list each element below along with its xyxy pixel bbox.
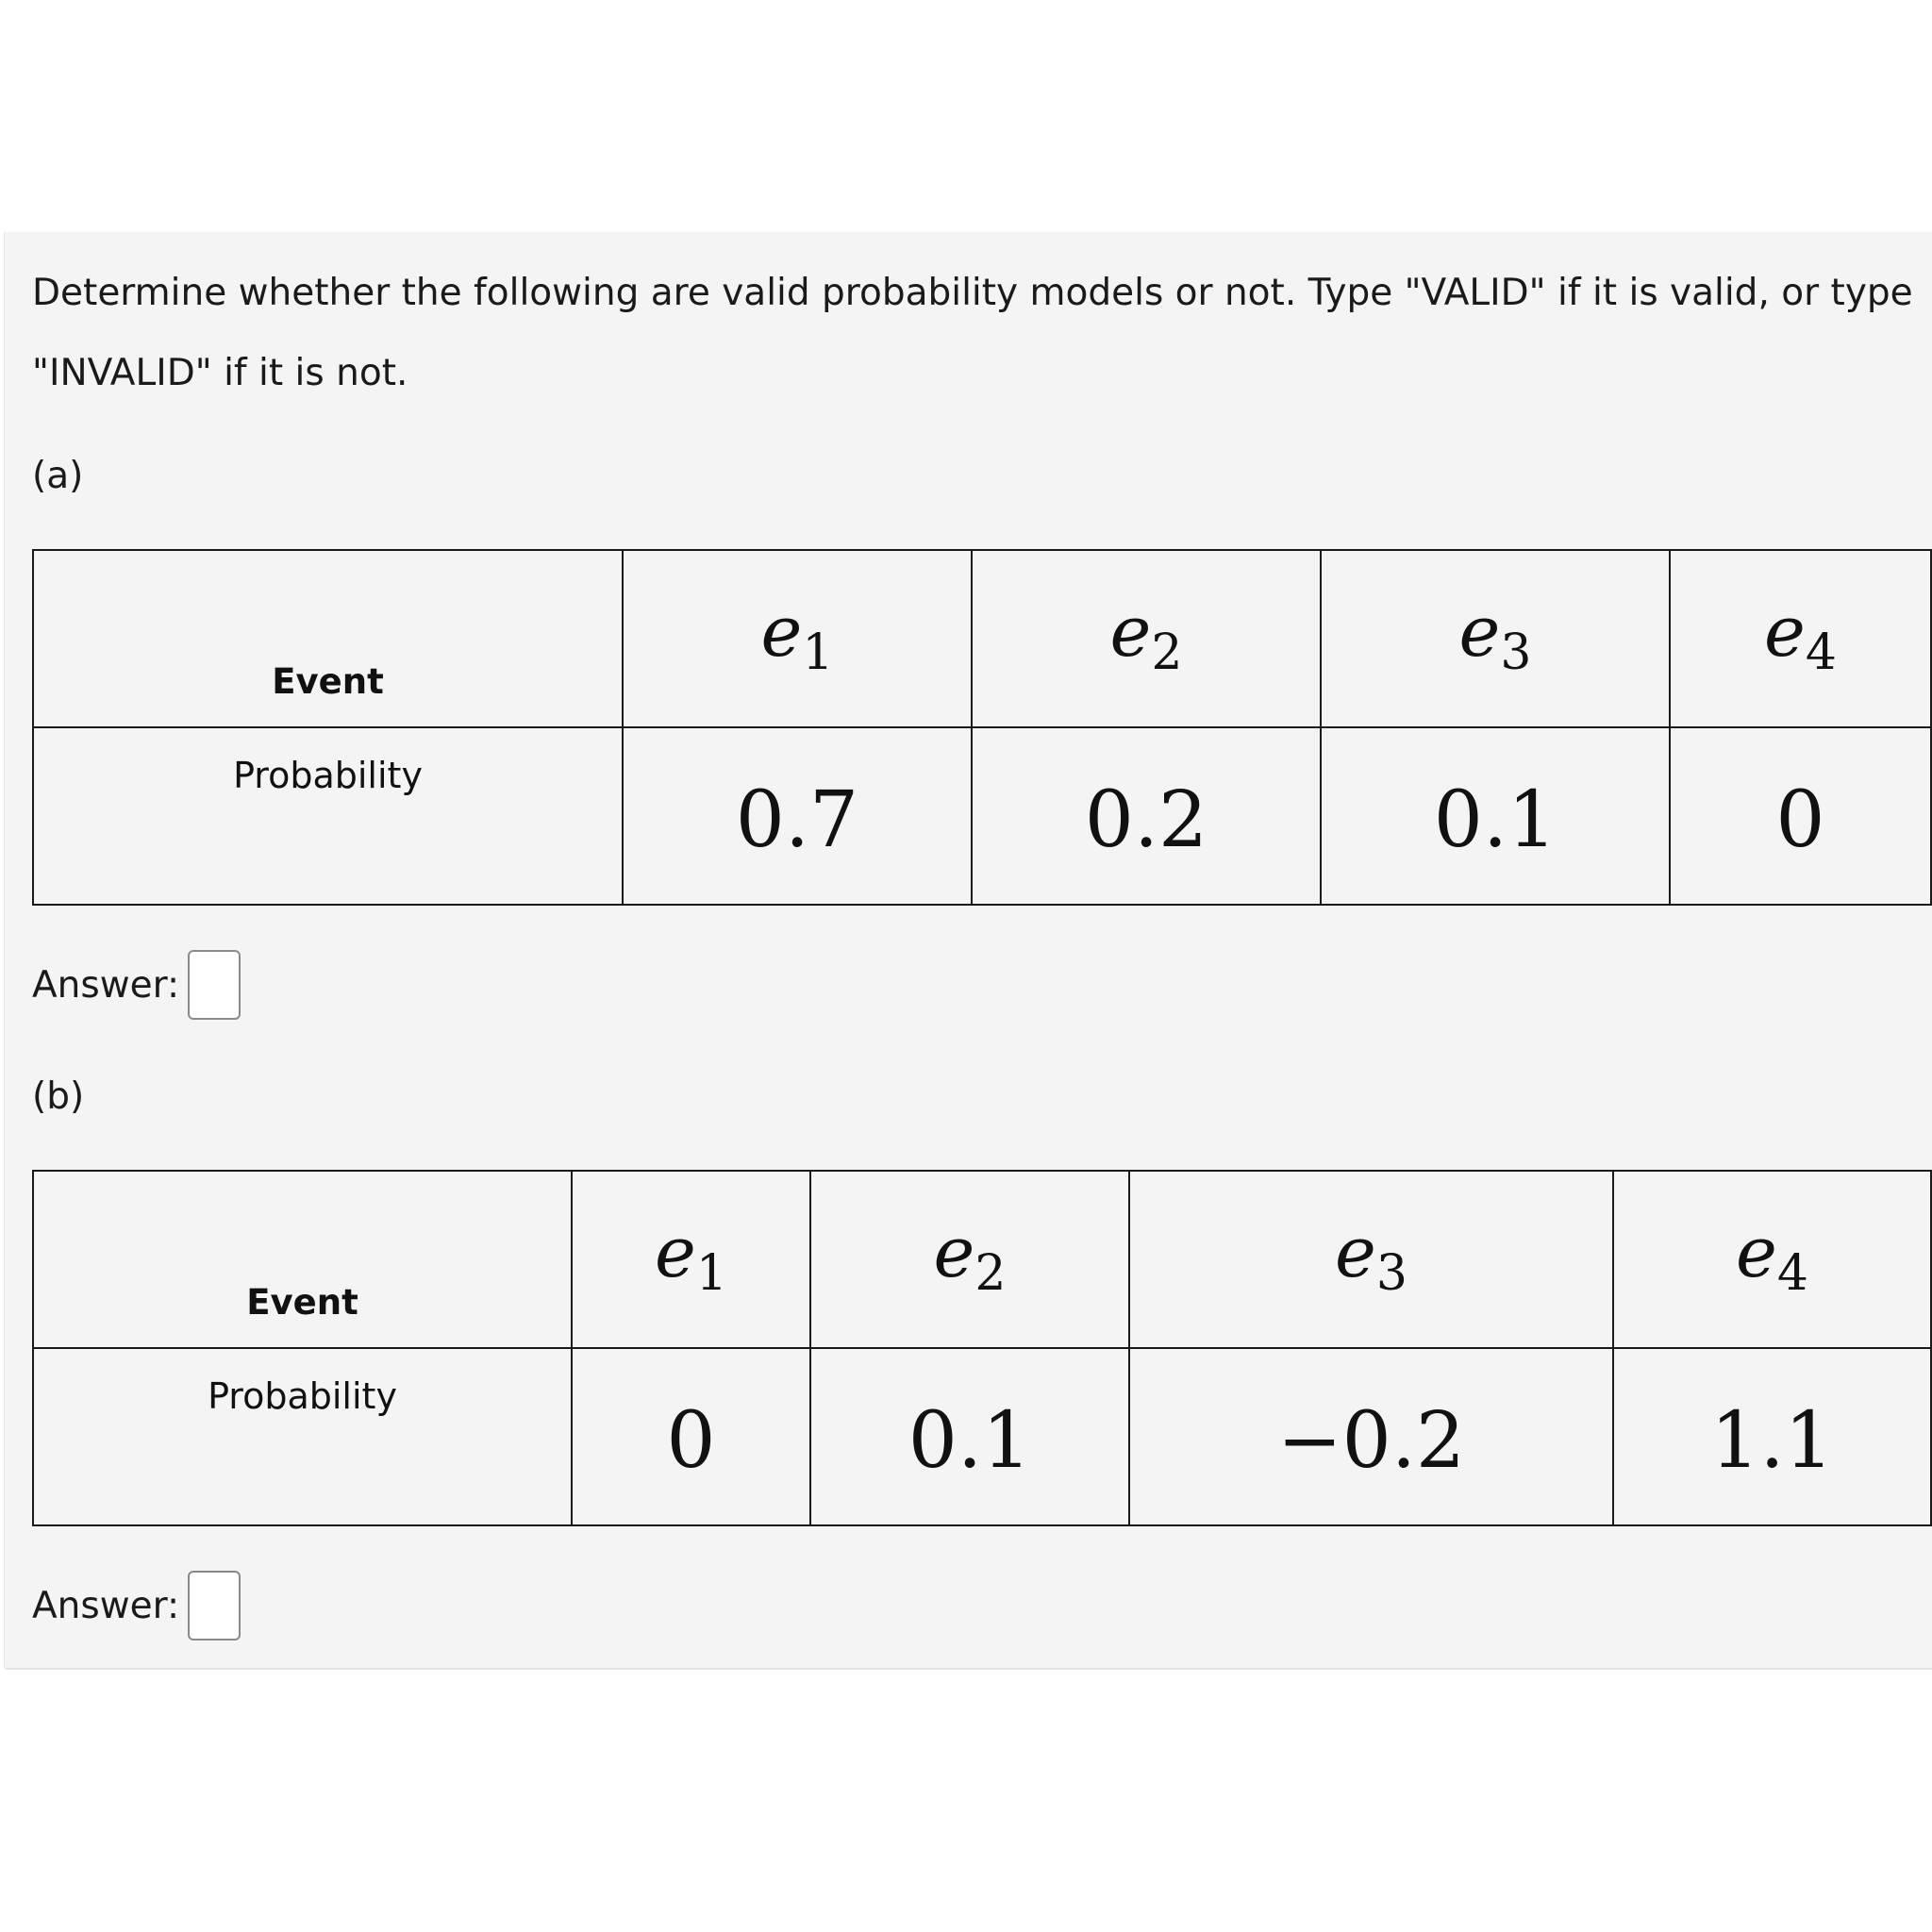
probability-cell: −0.2 [1129, 1348, 1613, 1525]
event-cell: e2 [972, 550, 1321, 727]
answer-label-b: Answer: [32, 1584, 180, 1627]
part-b-label: (b) [32, 1075, 85, 1118]
probability-cell: 0.7 [623, 727, 972, 905]
answer-row-b [32, 1568, 241, 1643]
event-cell: e1 [572, 1171, 810, 1348]
event-header-cell: Event [33, 1171, 572, 1348]
answer-row-a [32, 947, 241, 1023]
probability-cell: 0.1 [810, 1348, 1129, 1525]
event-cell: e3 [1129, 1171, 1613, 1348]
part-a-label: (a) [32, 455, 84, 497]
probability-cell: 1.1 [1613, 1348, 1931, 1525]
probability-header-cell: Probability [33, 727, 623, 905]
answer-input-b[interactable] [188, 1571, 241, 1641]
event-cell: e1 [623, 550, 972, 727]
event-header-cell: Event [33, 550, 623, 727]
answer-input-a[interactable] [188, 950, 241, 1020]
event-cell: e4 [1613, 1171, 1931, 1348]
probability-cell: 0 [1670, 727, 1931, 905]
probability-table-a [32, 549, 1932, 906]
probability-row [33, 727, 1931, 905]
event-row [33, 550, 1931, 727]
event-cell: e4 [1670, 550, 1931, 727]
probability-header-cell: Probability [33, 1348, 572, 1525]
probability-cell: 0 [572, 1348, 810, 1525]
event-row [33, 1171, 1931, 1348]
question-prompt: Determine whether the following are valid probability models or not. Type "VALID" if it is valid, or type "INVALID" if it is not. [32, 272, 1913, 394]
probability-cell: 0.2 [972, 727, 1321, 905]
answer-label-a: Answer: [32, 963, 180, 1007]
probability-row [33, 1348, 1931, 1525]
event-cell: e3 [1321, 550, 1670, 727]
event-cell: e2 [810, 1171, 1129, 1348]
probability-cell: 0.1 [1321, 727, 1670, 905]
probability-table-b [32, 1170, 1932, 1526]
question-card [4, 232, 1932, 1670]
